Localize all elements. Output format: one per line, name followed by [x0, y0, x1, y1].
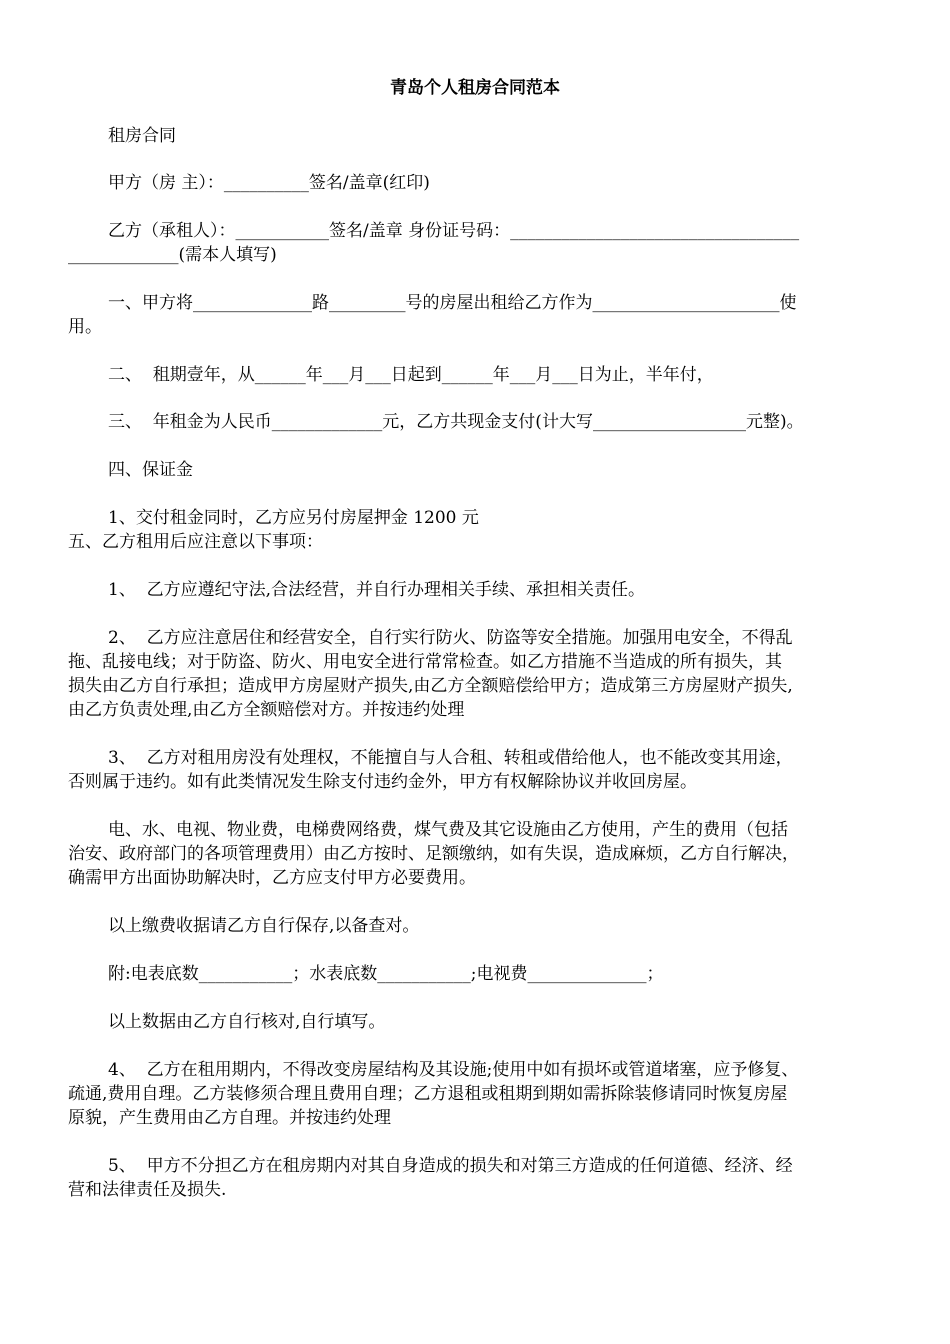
text-line: 由乙方负责处理,由乙方全额赔偿对方。并按违约处理: [68, 700, 465, 720]
text-line: 甲方（房 主）：__________签名/盖章(红印): [108, 173, 430, 193]
text-line: 拖、乱接电线；对于防盗、防火、用电安全进行常常检查。如乙方措施不当造成的所有损失，其: [68, 652, 782, 672]
text-line: 附:电表底数___________；水表底数___________;电视费______________；: [108, 964, 664, 984]
text-line: 4、 乙方在租用期内，不得改变房屋结构及其设施;使用中如有损坏或管道堵塞，应予修复、: [108, 1060, 799, 1080]
text-line: _____________(需本人填写): [68, 245, 277, 265]
text-line: 二、 租期壹年，从______年___月___日起到______年___月___日为止，半年付，: [108, 365, 714, 385]
text-line: 电、水、电视、物业费，电梯费网络费，煤气费及其它设施由乙方使用，产生的费用（包括: [108, 820, 788, 840]
document-title: 青岛个人租房合同范本: [390, 78, 560, 98]
text-line: 5、 甲方不分担乙方在租房期内对其自身造成的损失和对第三方造成的任何道德、经济、经: [108, 1156, 793, 1176]
text-line: 3、 乙方对租用房没有处理权，不能擅自与人合租、转租或借给他人，也不能改变其用途，: [108, 748, 793, 768]
text-line: 以上数据由乙方自行核对,自行填写。: [108, 1012, 386, 1032]
text-line: 1、交付租金同时，乙方应另付房屋押金 1200 元: [108, 508, 479, 528]
text-line: 确需甲方出面协助解决时，乙方应支付甲方必要费用。: [68, 868, 476, 888]
text-line: 以上缴费收据请乙方自行保存,以备查对。: [108, 916, 420, 936]
text-line: 治安、政府部门的各项管理费用）由乙方按时、足额缴纳，如有失误，造成麻烦，乙方自行解决，: [68, 844, 799, 864]
text-line: 疏通,费用自理。乙方装修须合理且费用自理；乙方退租或租期到期如需拆除装修请同时恢复房屋: [68, 1084, 788, 1104]
text-line: 五、乙方租用后应注意以下事项：: [68, 532, 323, 552]
text-line: 四、保证金: [108, 460, 193, 480]
text-line: 1、 乙方应遵纪守法,合法经营，并自行办理相关手续、承担相关责任。: [108, 580, 646, 600]
text-line: 用。: [68, 317, 102, 337]
text-line: 原貌，产生费用由乙方自理。并按违约处理: [68, 1108, 391, 1128]
text-line: 2、 乙方应注意居住和经营安全，自行实行防火、防盗等安全措施。加强用电安全，不得乱: [108, 628, 793, 648]
text-line: 三、 年租金为人民币_____________元，乙方共现金支付(计大写__________________元整)。: [108, 412, 804, 432]
text-line: 营和法律责任及损失.: [68, 1180, 227, 1200]
text-line: 租房合同: [108, 126, 176, 146]
text-line: 乙方（承租人）：___________签名/盖章 身份证号码：__________________________________: [108, 221, 800, 241]
text-line: 一、甲方将______________路_________号的房屋出租给乙方作为______________________使: [108, 293, 797, 313]
text-line: 损失由乙方自行承担；造成甲方房屋财产损失,由乙方全额赔偿给甲方；造成第三方房屋财产损失,: [68, 676, 793, 696]
text-line: 否则属于违约。如有此类情况发生除支付违约金外，甲方有权解除协议并收回房屋。: [68, 772, 697, 792]
